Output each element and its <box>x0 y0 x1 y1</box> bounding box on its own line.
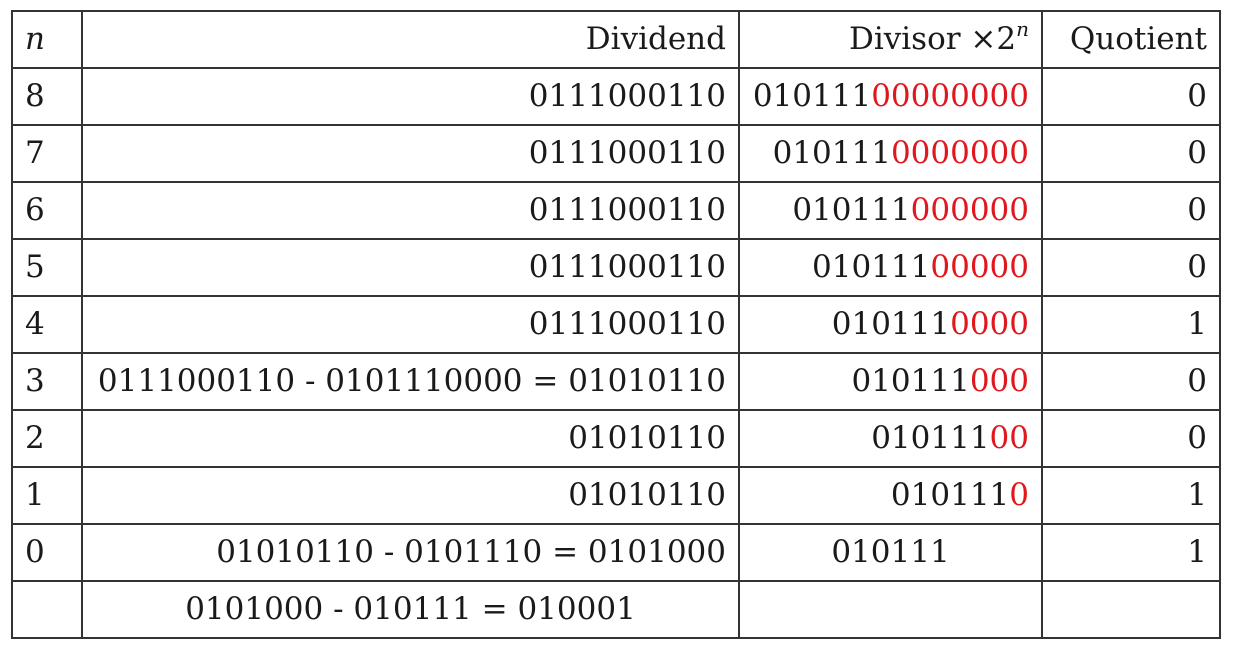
n-cell: 2 <box>12 410 82 467</box>
table-row <box>12 581 1220 638</box>
dividend-cell: 0111000110 <box>82 182 739 239</box>
divisor-cell <box>739 125 1042 182</box>
dividend-cell: 01010110 <box>82 410 739 467</box>
quotient-cell <box>1042 581 1220 638</box>
divisor-shift-zeros: 0 <box>1009 477 1029 513</box>
n-cell: 8 <box>12 68 82 125</box>
table-row <box>12 182 1220 239</box>
divisor-base-bits: 010111 <box>851 363 970 399</box>
table-row <box>12 296 1220 353</box>
quotient-cell: 0 <box>1042 182 1220 239</box>
table-row <box>12 239 1220 296</box>
table-row <box>12 68 1220 125</box>
divisor-base-bits: 010111 <box>812 249 931 285</box>
header-divisor-exponent: n <box>1016 17 1029 41</box>
dividend-cell: 01010110 - 0101110 = 0101000 <box>82 524 739 581</box>
dividend-cell: 01010110 <box>82 467 739 524</box>
divisor-base-bits: 010111 <box>792 192 911 228</box>
dividend-cell: 0111000110 <box>82 125 739 182</box>
n-cell: 6 <box>12 182 82 239</box>
header-n: n <box>12 11 82 68</box>
dividend-cell: 0111000110 - 0101110000 = 01010110 <box>82 353 739 410</box>
divisor-cell <box>739 524 1042 581</box>
table-row <box>12 467 1220 524</box>
divisor-base-bits: 010111 <box>831 306 951 342</box>
divisor-shift-zeros: 00000000 <box>871 78 1029 114</box>
divisor-cell <box>739 182 1042 239</box>
n-cell: 7 <box>12 125 82 182</box>
n-cell: 4 <box>12 296 82 353</box>
quotient-cell: 0 <box>1042 125 1220 182</box>
divisor-cell <box>739 581 1042 638</box>
divisor-cell <box>739 68 1042 125</box>
divisor-shift-zeros: 000 <box>969 363 1029 399</box>
header-divisor-base: Divisor ×2 <box>848 21 1017 57</box>
dividend-cell: 0111000110 <box>82 68 739 125</box>
divisor-shift-zeros: 00000 <box>930 249 1029 285</box>
dividend-cell: 0111000110 <box>82 296 739 353</box>
table-row <box>12 125 1220 182</box>
divisor-base-bits: 010111 <box>831 534 950 570</box>
divisor-cell <box>739 410 1042 467</box>
n-cell <box>12 581 82 638</box>
quotient-cell: 0 <box>1042 68 1220 125</box>
header-divisor <box>739 11 1042 68</box>
n-cell: 5 <box>12 239 82 296</box>
divisor-base-bits: 010111 <box>890 477 1010 513</box>
n-cell: 0 <box>12 524 82 581</box>
divisor-shift-zeros: 00 <box>989 420 1029 456</box>
quotient-cell: 0 <box>1042 353 1220 410</box>
quotient-cell: 1 <box>1042 467 1220 524</box>
divisor-cell <box>739 296 1042 353</box>
quotient-cell: 1 <box>1042 296 1220 353</box>
quotient-cell: 0 <box>1042 239 1220 296</box>
header-quotient: Quotient <box>1042 11 1220 68</box>
divisor-base-bits: 010111 <box>752 78 872 114</box>
header-dividend: Dividend <box>82 11 739 68</box>
table-row <box>12 410 1220 467</box>
quotient-cell: 0 <box>1042 410 1220 467</box>
divisor-cell <box>739 467 1042 524</box>
quotient-cell: 1 <box>1042 524 1220 581</box>
divisor-base-bits: 010111 <box>871 420 990 456</box>
divisor-shift-zeros: 000000 <box>910 192 1029 228</box>
divisor-base-bits: 010111 <box>772 135 891 171</box>
divisor-cell <box>739 353 1042 410</box>
table-row <box>12 353 1220 410</box>
n-cell: 3 <box>12 353 82 410</box>
binary-division-table <box>11 10 1221 639</box>
divisor-cell <box>739 239 1042 296</box>
divisor-shift-zeros: 0000000 <box>890 135 1029 171</box>
n-cell: 1 <box>12 467 82 524</box>
dividend-cell: 0111000110 <box>82 239 739 296</box>
dividend-cell: 0101000 - 010111 = 010001 <box>82 581 739 638</box>
table-row <box>12 524 1220 581</box>
header-row <box>12 11 1220 68</box>
divisor-shift-zeros: 0000 <box>950 306 1029 342</box>
